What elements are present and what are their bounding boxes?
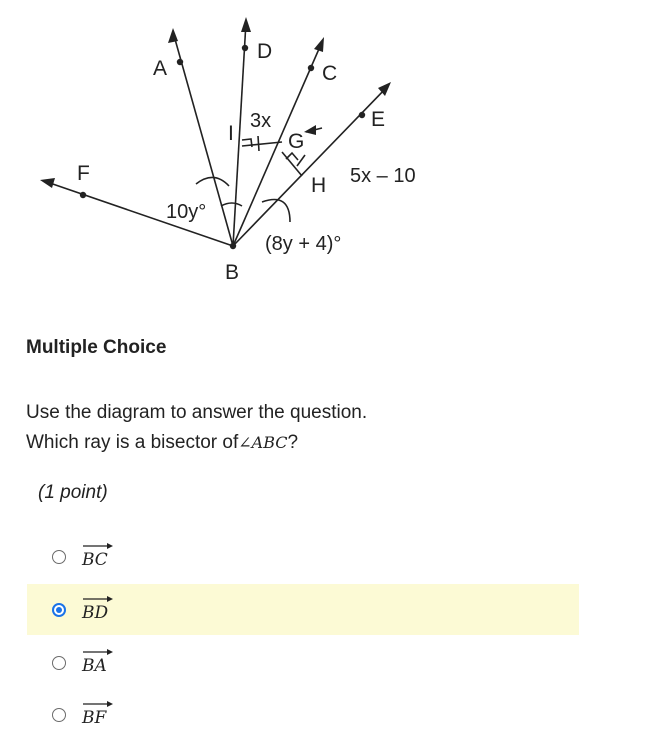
point-label-b: B (225, 261, 240, 284)
question-line-1: Use the diagram to answer the question. (26, 402, 368, 423)
radio-button[interactable] (52, 603, 66, 617)
ray-arrow-icon (82, 700, 114, 708)
ray-arrow-icon (82, 595, 114, 603)
question-suffix: ? (287, 432, 299, 453)
radio-button[interactable] (52, 708, 66, 722)
point-label-g: G (288, 130, 305, 153)
point-label-c: C (322, 62, 338, 85)
ray-label-text: BA (82, 655, 107, 676)
ray-label-text: BD (82, 602, 109, 623)
ray-label (82, 544, 108, 570)
section-title: Multiple Choice (26, 337, 167, 358)
answer-option-bd[interactable] (27, 584, 579, 635)
angle-abc: ∠ABC (238, 433, 288, 452)
answer-option-bc[interactable] (27, 531, 579, 582)
answer-option-bf[interactable] (27, 689, 579, 740)
answer-option-ba[interactable] (27, 637, 579, 688)
point-label-i: I (228, 122, 234, 145)
point-label-f: F (77, 162, 90, 185)
ray-bd (233, 22, 246, 246)
question-text (26, 398, 367, 458)
point-label-d: D (257, 40, 273, 63)
question-line-2 (26, 428, 367, 458)
label-5x-minus-10: 5x – 10 (350, 165, 416, 187)
point-label-a: A (153, 57, 168, 80)
ray-label (82, 597, 108, 623)
ray-arrow-icon (82, 648, 114, 656)
ray-label (82, 650, 107, 676)
ray-label-text: BC (82, 549, 108, 570)
label-8y-plus-4: (8y + 4)° (265, 233, 342, 255)
geometry-diagram (30, 12, 460, 292)
label-3x: 3x (250, 110, 272, 132)
question-prefix: Which ray is a bisector of (26, 432, 239, 453)
ray-label-text: BF (82, 707, 107, 728)
radio-button[interactable] (52, 550, 66, 564)
radio-button[interactable] (52, 656, 66, 670)
ray-bc (233, 42, 322, 246)
point-label-e: E (371, 108, 386, 131)
points-label: (1 point) (38, 482, 108, 503)
label-10y: 10y° (166, 201, 207, 223)
ray-label (82, 702, 106, 728)
ray-arrow-icon (82, 542, 114, 550)
point-label-h: H (311, 174, 327, 197)
